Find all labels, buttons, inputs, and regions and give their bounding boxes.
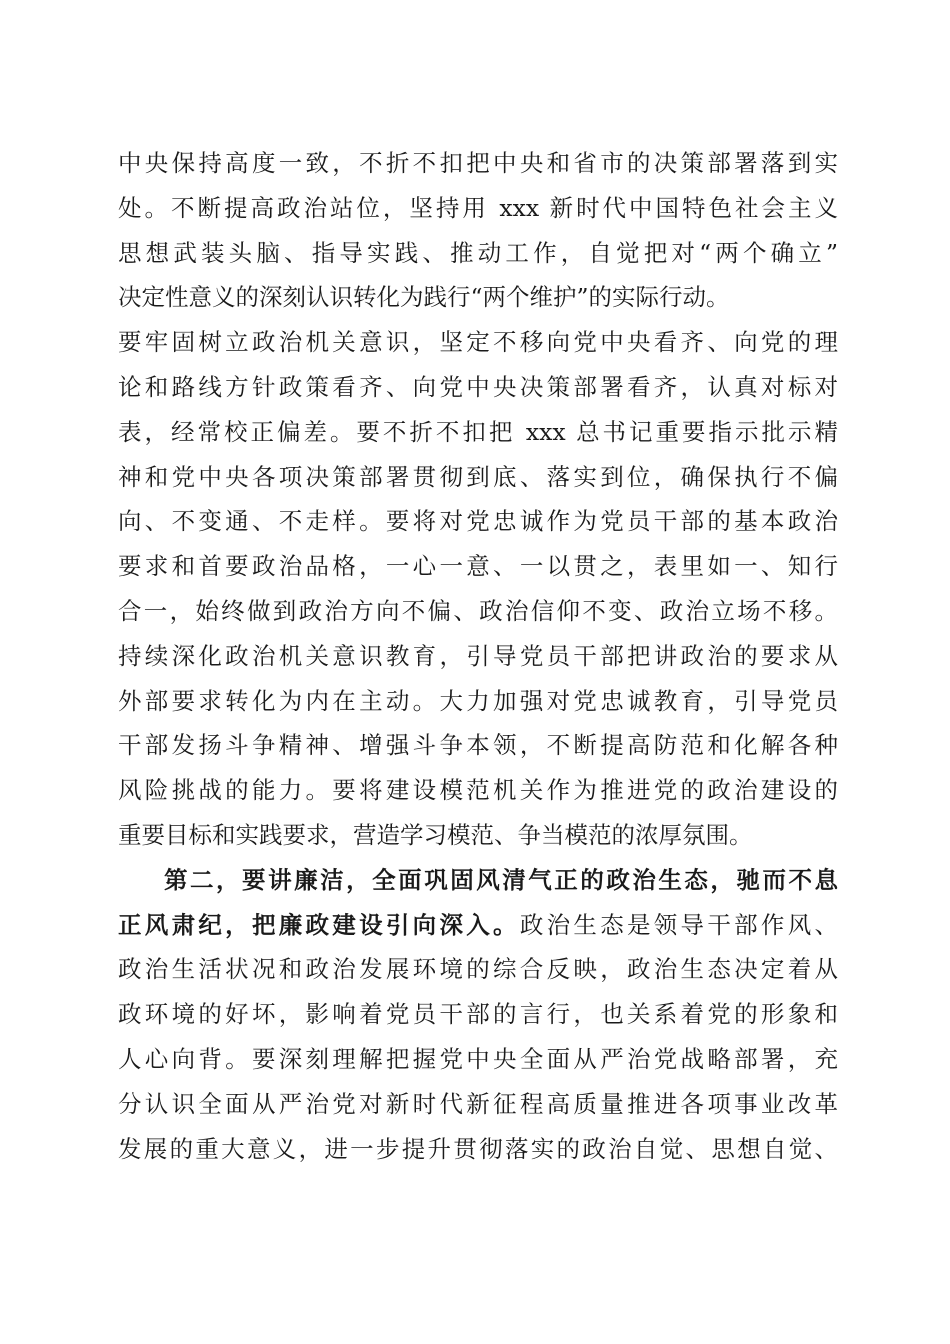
text-line: 中央保持高度一致，不折不扣把中央和省市的决策部署落到实 [118, 149, 838, 177]
text-line: 外部要求转化为内在主动。大力加强对党忠诚教育，引导党员 [118, 686, 838, 715]
text-line: 思想武装头脑、指导实践、推动工作，自觉把对“两个确立” [118, 238, 838, 267]
text-line: 政治生活状况和政治发展环境的综合反映，政治生态决定着从 [118, 955, 838, 984]
text-line: 政环境的好坏，影响着党员干部的言行，也关系着党的形象和 [118, 1000, 838, 1029]
text-line: 重要目标和实践要求，营造学习模范、争当模范的浓厚氛围。 [118, 820, 753, 849]
text-line: 持续深化政治机关意识教育，引导党员干部把讲政治的要求从 [118, 641, 838, 670]
text-line: 要牢固树立政治机关意识，坚定不移向党中央看齐、向党的理 [118, 328, 838, 357]
text-line: 神和党中央各项决策部署贯彻到底、落实到位，确保执行不偏 [118, 462, 838, 491]
text-line: 合一，始终做到政治方向不偏、政治信仰不变、政治立场不移。 [118, 596, 838, 625]
text-line: 决定性意义的深刻认识转化为践行“两个维护”的实际行动。 [118, 283, 730, 312]
text-line: 要求和首要政治品格，一心一意、一以贯之，表里如一、知行 [118, 552, 838, 581]
text-run: 政治生态是领导干部作风、 [519, 910, 839, 939]
section-heading-text: 正风肃纪，把廉政建设引向深入。 [118, 910, 520, 939]
section-heading-text: 第二，要讲廉洁，全面巩固风清气正的政治生态，驰而不息 [164, 865, 838, 894]
text-line: 发展的重大意义，进一步提升贯彻落实的政治自觉、思想自觉、 [118, 1134, 838, 1163]
text-line: 人心向背。要深刻理解把握党中央全面从严治党战略部署，充 [118, 1044, 838, 1073]
text-line: 表，经常校正偏差。要不折不扣把 xxx 总书记重要指示批示精 [118, 417, 838, 446]
text-line: 论和路线方针政策看齐、向党中央决策部署看齐，认真对标对 [118, 372, 838, 401]
text-line: 处。不断提高政治站位，坚持用 xxx 新时代中国特色社会主义 [118, 193, 838, 222]
body-text [118, 141, 838, 1171]
section-heading-line [118, 903, 838, 948]
text-line: 分认识全面从严治党对新时代新征程高质量推进各项事业改革 [118, 1089, 838, 1118]
text-line: 向、不变通、不走样。要将对党忠诚作为党员干部的基本政治 [118, 507, 838, 536]
section-heading-line [118, 858, 838, 903]
text-line: 风险挑战的能力。要将建设模范机关作为推进党的政治建设的 [118, 776, 838, 805]
text-line: 干部发扬斗争精神、增强斗争本领，不断提高防范和化解各种 [118, 731, 838, 760]
